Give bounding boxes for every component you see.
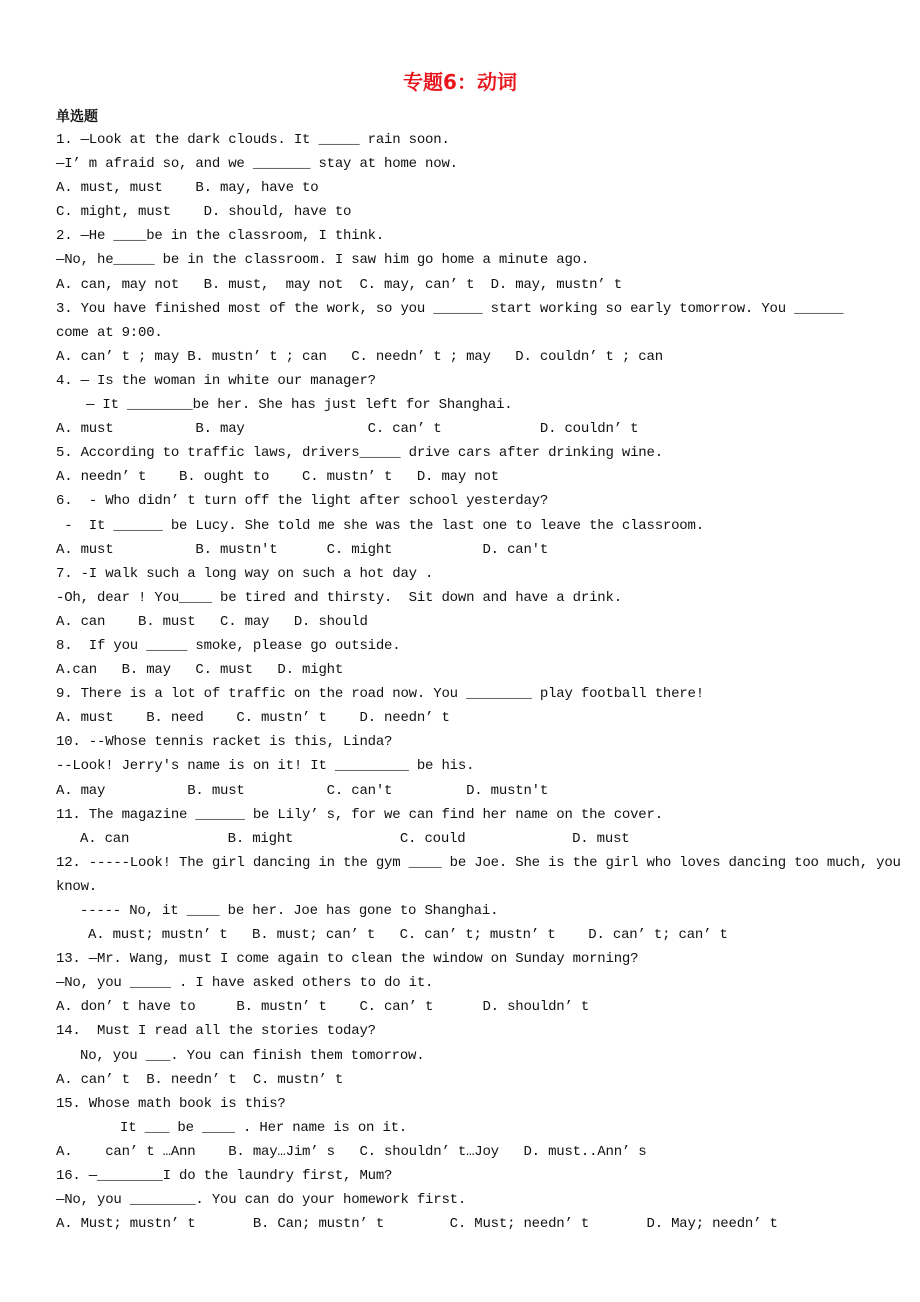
q5-options: A. needn’ t B. ought to C. mustn’ t D. may not (56, 469, 499, 486)
q5-prompt: 5. According to traffic laws, drivers_____ drive cars after drinking wine. (56, 445, 663, 462)
q2-reply: —No, he_____ be in the classroom. I saw him go home a minute ago. (56, 252, 590, 269)
q3-prompt-cont: come at 9:00. (56, 324, 163, 341)
q12-prompt: 12. -----Look! The girl dancing in the gym ____ be Joe. She is the girl who loves dancing too much, you (56, 854, 901, 871)
q2-options: A. can, may not B. must, may not C. may, can’ t D. may, mustn’ t (56, 276, 622, 293)
q11-prompt: 11. The magazine ______ be Lily’ s, for we can find her name on the cover. (56, 806, 663, 823)
q14-prompt: 14. Must I read all the stories today? (56, 1023, 376, 1040)
q13-options: A. don’ t have to B. mustn’ t C. can’ t D. shouldn’ t (56, 999, 590, 1016)
q16-options: A. Must; mustn’ t B. Can; mustn’ t C. Must; needn’ t D. May; needn’ t (56, 1216, 778, 1233)
q4-prompt: 4. — Is the woman in white our manager? (56, 372, 376, 389)
q7-reply: -Oh, dear ! You____ be tired and thirsty. Sit down and have a drink. (56, 589, 622, 606)
q6-prompt: 6. - Who didn’ t turn off the light after school yesterday? (56, 493, 549, 510)
q4-options: A. must B. may C. can’ t D. couldn’ t (56, 421, 639, 438)
q13-reply: —No, you _____ . I have asked others to do it. (56, 975, 434, 992)
q16-reply: —No, you ________. You can do your homework first. (56, 1192, 467, 1209)
q15-reply: It ___ be ____ . Her name is on it. (120, 1119, 408, 1136)
q1-options-ab: A. must, must B. may, have to (56, 180, 319, 197)
q8-prompt: 8. If you _____ smoke, please go outside. (56, 637, 401, 654)
q1-reply: —I’ m afraid so, and we _______ stay at home now. (56, 156, 458, 173)
q1-prompt: 1. —Look at the dark clouds. It _____ rain soon. (56, 132, 450, 148)
q10-reply: --Look! Jerry's name is on it! It _________ be his. (56, 758, 475, 775)
q15-prompt: 15. Whose math book is this? (56, 1095, 286, 1112)
q6-reply: - It ______ be Lucy. She told me she was the last one to leave the classroom. (56, 517, 704, 534)
q6-options: A. must B. mustn't C. might D. can't (56, 541, 549, 558)
section-heading: 单选题 (56, 109, 98, 125)
q12-reply: ----- No, it ____ be her. Joe has gone to Shanghai. (80, 903, 499, 919)
q9-prompt: 9. There is a lot of traffic on the road now. You ________ play football there! (56, 686, 704, 703)
q7-options: A. can B. must C. may D. should (56, 613, 368, 630)
q2-prompt: 2. —He ____be in the classroom, I think. (56, 228, 385, 245)
q14-reply: No, you ___. You can finish them tomorrow. (80, 1047, 425, 1064)
q10-prompt: 10. --Whose tennis racket is this, Linda? (56, 734, 393, 751)
page-title: 专题6：动词 (403, 70, 517, 94)
q16-prompt: 16. —________I do the laundry first, Mum? (56, 1168, 393, 1185)
question-list (56, 128, 901, 1236)
q13-prompt: 13. —Mr. Wang, must I come again to clean the window on Sunday morning? (56, 951, 639, 968)
q9-options: A. must B. need C. mustn’ t D. needn’ t (56, 710, 450, 727)
q8-options: A.can B. may C. must D. might (56, 662, 344, 679)
q12-prompt-cont: know. (56, 878, 98, 895)
q10-options: A. may B. must C. can't D. mustn't (56, 782, 549, 799)
q7-prompt: 7. -I walk such a long way on such a hot day . (56, 565, 434, 582)
q1-options-cd: C. might, must D. should, have to (56, 204, 352, 221)
q11-options: A. can B. might C. could D. must (80, 830, 630, 847)
q15-options: A. can’ t …Ann B. may…Jim’ s C. shouldn’ t…Joy D. must..Ann’ s (56, 1143, 647, 1160)
q4-reply: — It ________be her. She has just left for Shanghai. (86, 397, 513, 414)
q3-options: A. can’ t ; may B. mustn’ t ; can C. needn’ t ; may D. couldn’ t ; can (56, 348, 663, 365)
q3-prompt: 3. You have finished most of the work, so you ______ start working so early tomorrow. You ______ (56, 300, 844, 317)
q12-options: A. must; mustn’ t B. must; can’ t C. can’ t; mustn’ t D. can’ t; can’ t (88, 927, 728, 944)
q14-options: A. can’ t B. needn’ t C. mustn’ t (56, 1071, 344, 1088)
